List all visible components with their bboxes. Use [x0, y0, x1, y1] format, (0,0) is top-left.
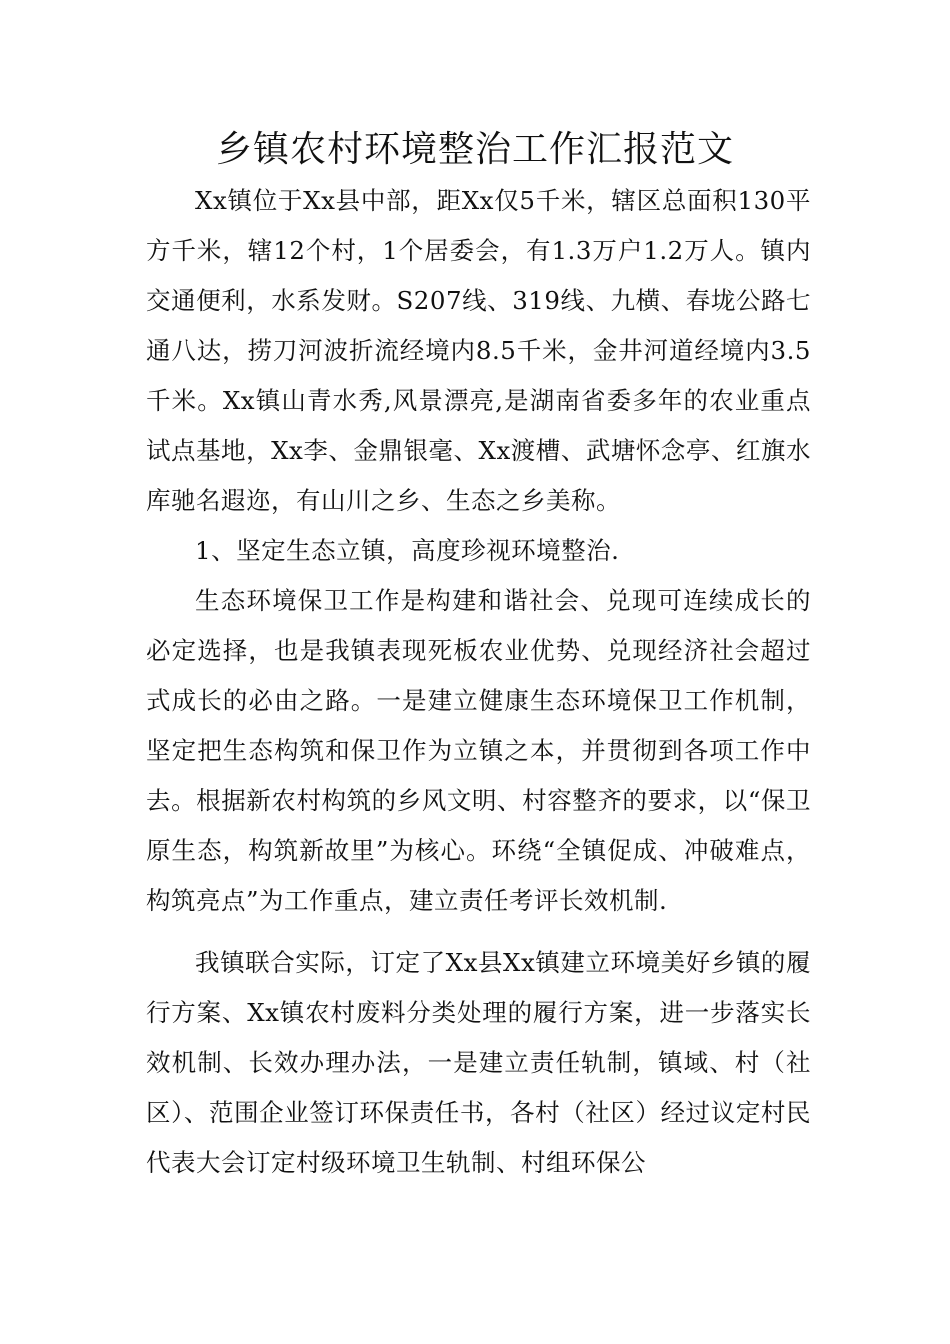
document-body	[146, 176, 811, 1188]
document-title: 乡镇农村环境整治工作汇报范文	[215, 129, 734, 170]
paragraph-ecology: 生态环境保卫工作是构建和谐社会、兑现可连续成长的必定选择，也是我镇表现死板农业优势、兑现经济社会超过式成长的必由之路。一是建立健康生态环境保卫工作机制，坚定把生态构筑和保卫作为立镇之本，并贯彻到各项工作中去。根据新农村构筑的乡风文明、村容整齐的要求，以“保卫原生态，构筑新故里”为核心。环绕“全镇促成、冲破难点，构筑亮点”为工作重点，建立责任考评长效机制.	[146, 586, 811, 915]
paragraph-implementation: 我镇联合实际，订定了Xx县Xx镇建立环境美好乡镇的履行方案、Xx镇农村废料分类处理的履行方案，进一步落实长效机制、长效办理办法，一是建立责任轨制，镇域、村（社区）、范围企业签订环保责任书，各村（社区）经过议定村民代表大会订定村级环境卫生轨制、村组环保公	[146, 948, 811, 1177]
paragraph-gap	[146, 926, 811, 938]
paragraph-intro: Xx镇位于Xx县中部，距Xx仅5千米，辖区总面积130平方千米，辖12个村，1个居委会，有1.3万户1.2万人。镇内交通便利，水系发财。S207线、319线、九横、春垅公路七通八达，捞刀河波折流经境内8.5千米，金井河道经境内3.5千米。Xx镇山青水秀,风景漂亮,是湖南省委多年的农业重点试点基地，Xx李、金鼎银毫、Xx渡槽、武塘怀念亭、红旗水库驰名遐迩，有山川之乡、生态之乡美称。	[146, 186, 811, 515]
section-heading: 1、坚定生态立镇，高度珍视环境整治.	[195, 536, 620, 565]
